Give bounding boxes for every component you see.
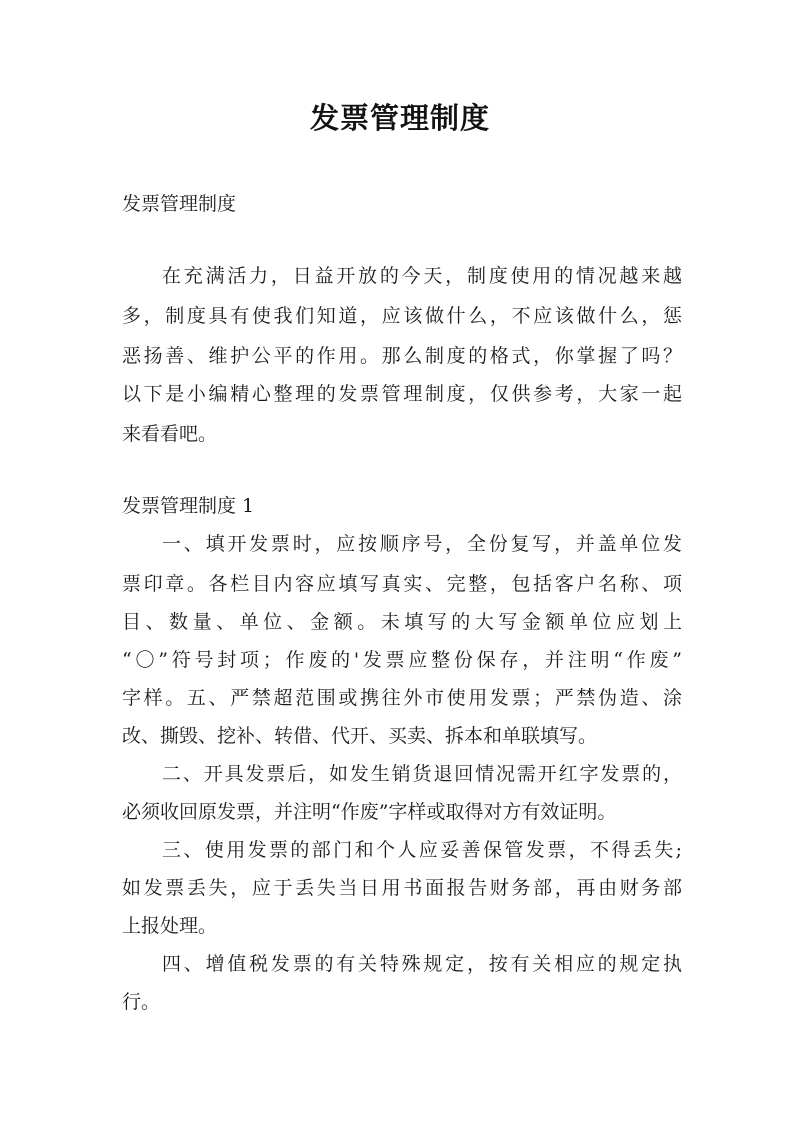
- intro-line: 以下是小编精心整理的发票管理制度，仅供参考，大家一起: [122, 383, 682, 405]
- subheading: 发票管理制度: [122, 193, 237, 215]
- clause-line: 行。: [122, 991, 161, 1013]
- clause-line: 上报处理。: [122, 915, 218, 937]
- clause-line: 四、增值税发票的有关特殊规定，按有关相应的规定执: [162, 953, 682, 975]
- clause-line: 如发票丢失，应于丢失当日用书面报告财务部，再由财务部: [122, 877, 682, 899]
- intro-line: 多，制度具有使我们知道，应该做什么，不应该做什么，惩: [122, 305, 682, 327]
- clause-line: 必须收回原发票，并注明“作废”字样或取得对方有效证明。: [122, 801, 617, 823]
- clause-line: 字样。五、严禁超范围或携往外市使用发票；严禁伪造、涂: [122, 687, 682, 709]
- clause-line: 目、数量、单位、金额。未填写的大写金额单位应划上: [122, 611, 682, 633]
- section-heading: 发票管理制度 1: [122, 495, 255, 517]
- clause-line: 三、使用发票的部门和个人应妥善保管发票，不得丢失;: [162, 839, 682, 861]
- clause-line: 票印章。各栏目内容应填写真实、完整，包括客户名称、项: [122, 573, 682, 595]
- intro-line: 来看看吧。: [122, 423, 218, 445]
- intro-line: 恶扬善、维护公平的作用。那么制度的格式，你掌握了吗？: [122, 345, 682, 367]
- intro-line: 在充满活力，日益开放的今天，制度使用的情况越来越: [162, 265, 682, 287]
- clause-line: 二、开具发票后，如发生销货退回情况需开红字发票的，: [162, 763, 682, 785]
- clause-line: 改、撕毁、挖补、转借、代开、买卖、拆本和单联填写。: [122, 725, 598, 747]
- clause-line: 一、填开发票时，应按顺序号，全份复写，并盖单位发: [162, 533, 682, 555]
- clause-line: “〇”符号封项；作废的'发票应整份保存，并注明“作废”: [122, 649, 682, 671]
- document-title: 发票管理制度: [309, 101, 490, 135]
